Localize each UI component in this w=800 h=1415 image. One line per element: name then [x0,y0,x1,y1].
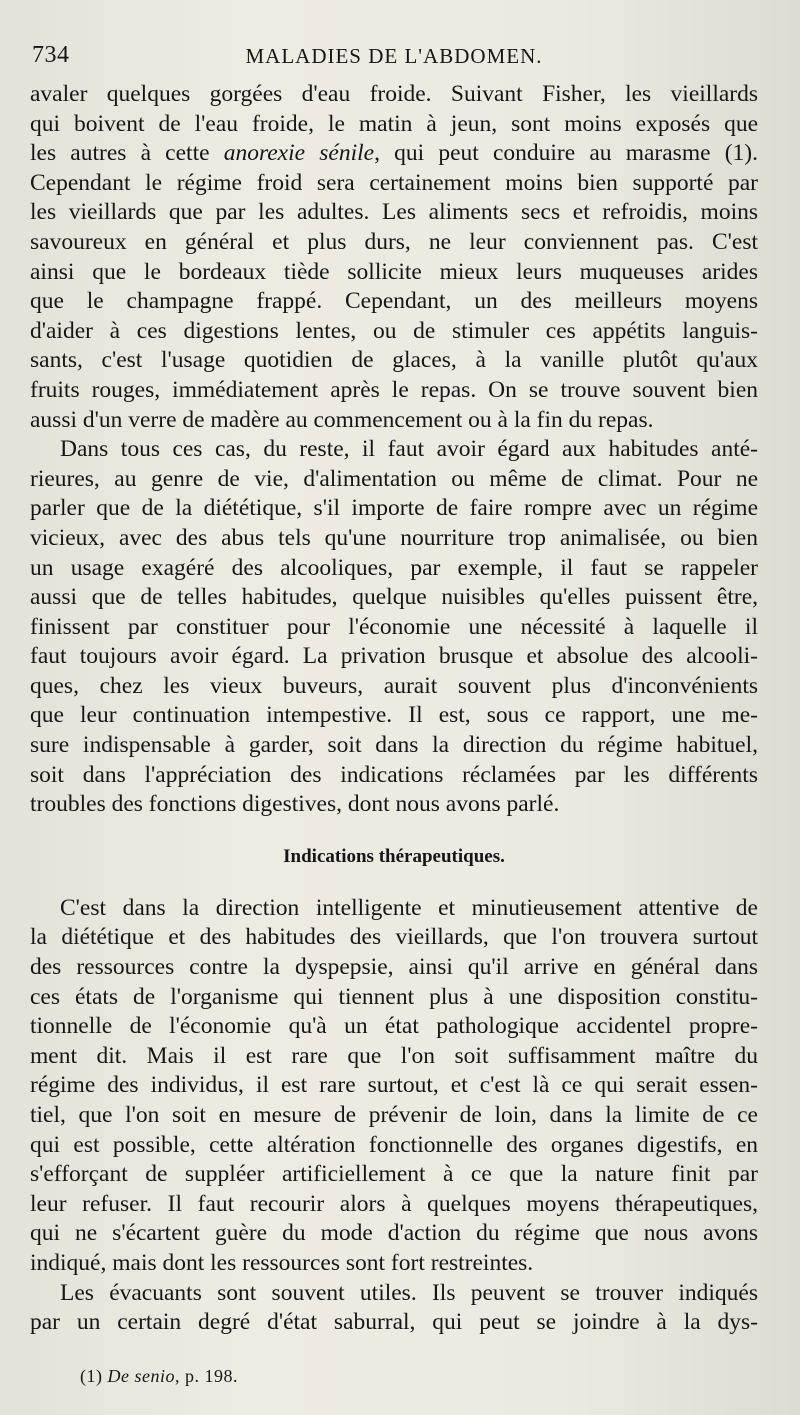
section-heading: Indications thérapeutiques. [283,845,505,867]
text-line: un usage exagéré des alcooliques, par exemple, il faut se rappeler [30,554,758,581]
italic-term: anorexie sénile [223,140,375,167]
text-line: ainsi que le bordeaux tiède sollicite mieux leurs muqueuses arides [30,258,758,285]
text-line: tionnelle de l'économie qu'à un état pathologique accidentel propre- [30,1013,758,1040]
text-line: des ressources contre la dyspepsie, ainsi qu'il arrive en général dans [30,954,758,981]
paragraph-3 [30,894,758,1279]
text-line: faut toujours avoir égard. La privation brusque et absolue des alcooli- [30,643,758,670]
text-line: Cependant le régime froid sera certainement moins bien supporté par [30,169,758,196]
text-line: que leur continuation intempestive. Il est, sous ce rapport, une me- [30,702,758,729]
text-line: régime des individus, il est rare surtout, et c'est là ce qui serait essen- [30,1072,758,1099]
text-line: rieures, au genre de vie, d'alimentation ou même de climat. Pour ne [30,465,758,492]
paragraph-4 [30,1279,758,1338]
text-line: soit dans l'appréciation des indications réclamées par les différents [30,761,758,788]
text-line: qui est possible, cette altération fonctionnelle des organes digestifs, en [30,1131,758,1158]
page-number: 734 [32,42,70,68]
text-run: , qui peut conduire au marasme (1). [374,140,758,167]
running-head [30,38,758,80]
text-line: s'efforçant de suppléer artificiellement à ce que la nature finit par [30,1161,758,1188]
text-line: ques, chez les vieux buveurs, aurait souvent plus d'inconvénients [30,672,758,699]
footnote-source: De senio [107,1366,175,1386]
text-line: C'est dans la direction intelligente et minutieusement attentive de [60,894,758,921]
paragraph-1 [30,80,758,435]
paragraph-2 [30,435,758,820]
text-line: tiel, que l'on soit en mesure de prévenir de loin, dans la limite de ce [30,1102,758,1128]
text-line: qui boivent de l'eau froide, le matin à jeun, sont moins exposés que [30,110,758,137]
text-line: Les évacuants sont souvent utiles. Ils peuvent se trouver indiqués [60,1279,758,1306]
text-line [30,139,758,169]
footnote-marker: (1) [80,1366,108,1386]
text-line: sure indispensable à garder, soit dans la direction du régime habituel, [30,732,758,759]
text-line: parler que de la diététique, s'il importe de faire rompre avec un régime [30,495,758,522]
text-line: finissent par constituer pour l'économie une nécessité à laquelle il [30,613,758,640]
text-line: ces états de l'organisme qui tiennent plus à une disposition constitu- [30,983,758,1010]
text-line: que le champagne frappé. Cependant, un des meilleurs moyens [30,288,758,315]
text-line: fruits rouges, immédiatement après le repas. On se trouve souvent bien [30,376,758,403]
text-line: aussi que de telles habitudes, quelque nuisibles qu'elles puissent être, [30,584,758,611]
body-text [30,80,758,1338]
text-line: sants, c'est l'usage quotidien de glaces, à la vanille plutôt qu'aux [30,347,758,374]
footnote-page: , p. 198. [174,1366,238,1386]
text-line: Dans tous ces cas, du reste, il faut avoir égard aux habitudes anté- [60,436,758,463]
text-line: qui ne s'écartent guère du mode d'action du régime que nous avons [30,1220,758,1247]
text-line: savoureux en général et plus durs, ne leur conviennent pas. C'est [30,228,758,255]
text-line: ment dit. Mais il est rare que l'on soit suffisamment maître du [30,1042,758,1069]
text-run: les autres à cette [30,140,224,167]
text-line: troubles des fonctions digestives, dont nous avons parlé. [30,791,560,818]
text-line: aussi d'un verre de madère au commencement ou à la fin du repas. [30,406,654,433]
text-line: avaler quelques gorgées d'eau froide. Suivant Fisher, les vieillards [30,81,758,107]
text-line: d'aider à ces digestions lentes, ou de stimuler ces appétits languis- [30,317,758,344]
footnote [80,1366,238,1387]
running-title: MALADIES DE L'ABDOMEN. [245,44,543,68]
text-line: indiqué, mais dont les ressources sont fort restreintes. [30,1249,534,1276]
text-line: la diététique et des habitudes des vieillards, que l'on trouvera surtout [30,924,758,951]
text-line: les vieillards que par les adultes. Les aliments secs et refroidis, moins [30,199,758,226]
text-line: vicieux, avec des abus tels qu'une nourriture trop animalisée, ou bien [30,524,758,551]
text-line: leur refuser. Il faut recourir alors à quelques moyens thérapeutiques, [30,1190,758,1217]
text-line: par un certain degré d'état saburral, qui peut se joindre à la dys- [30,1309,758,1336]
